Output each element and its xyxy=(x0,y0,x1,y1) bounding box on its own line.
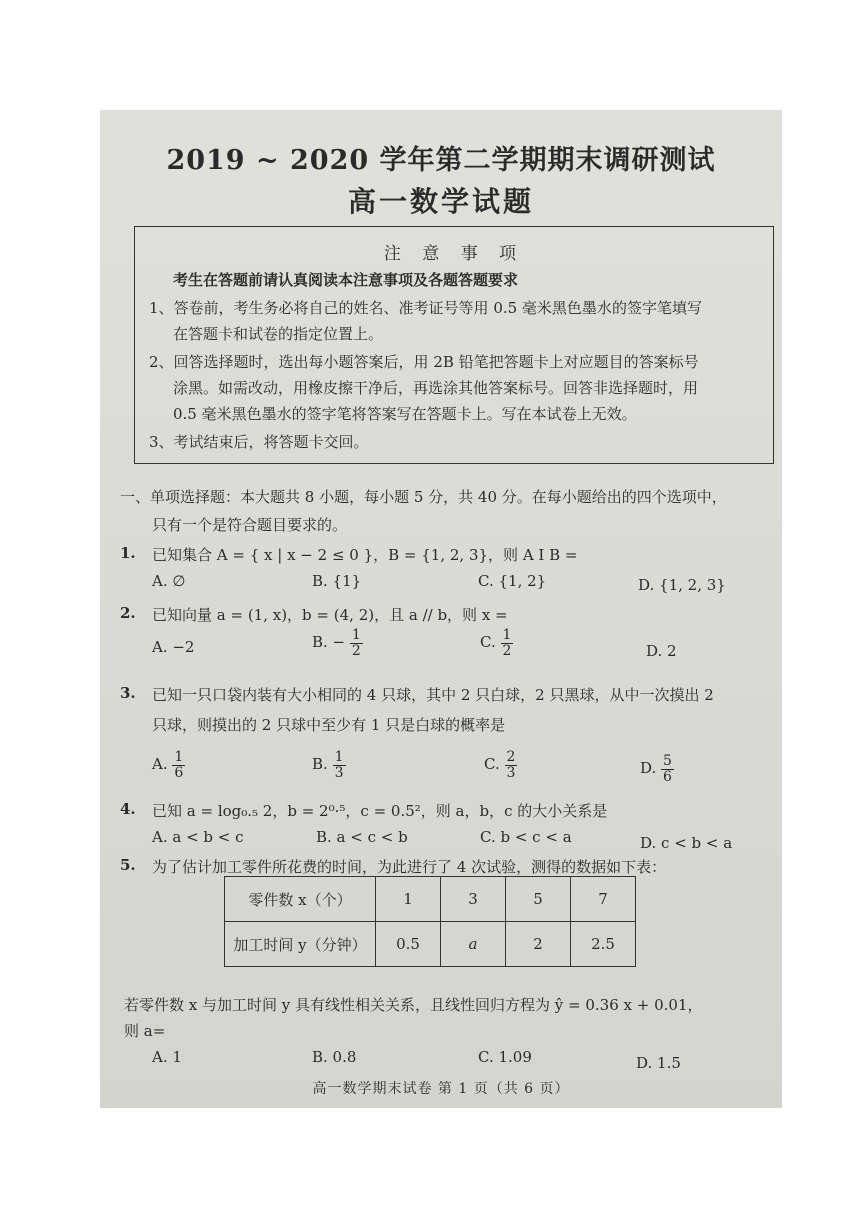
notice-item-3: 3、考试结束后，将答题卡交回。 xyxy=(149,433,369,451)
q5-condition: 若零件数 x 与加工时间 y 具有线性相关关系，且线性回归方程为 ŷ = 0.36 x + 0.01， xyxy=(124,996,703,1014)
q3-option-a-fraction xyxy=(172,750,185,780)
q4-number: 4. xyxy=(120,800,136,818)
section-heading-cont: 只有一个是符合题目要求的。 xyxy=(152,516,348,534)
q4-option-b: B. a < c < b xyxy=(316,828,408,846)
q1-option-d: D. {1, 2, 3} xyxy=(638,576,726,594)
q3-option-c xyxy=(484,750,517,780)
table-cell: 2.5 xyxy=(571,922,636,967)
exam-page xyxy=(100,110,782,1108)
data-table xyxy=(224,876,636,967)
table-header-cell: 零件数 x（个） xyxy=(225,877,376,922)
q3-option-d-label: D. xyxy=(640,759,657,778)
table-cell: 1 xyxy=(376,877,441,922)
q4-option-c: C. b < c < a xyxy=(480,828,572,846)
q4-option-a: A. a < b < c xyxy=(152,828,244,846)
notice-item-2c: 0.5 毫米黑色墨水的签字笔将答案写在答题卡上。写在本试卷上无效。 xyxy=(173,405,637,423)
table-cell: 3 xyxy=(441,877,506,922)
fraction-denominator: 2 xyxy=(502,642,512,659)
notice-heading: 注 意 事 项 xyxy=(383,244,525,264)
fraction-denominator: 6 xyxy=(174,764,184,781)
exam-title: 2019 ~ 2020 学年第二学期期末调研测试 xyxy=(166,145,716,176)
fraction-numerator: 1 xyxy=(174,749,184,765)
table-cell: a xyxy=(441,922,506,967)
q1-option-c: C. {1, 2} xyxy=(478,572,547,590)
q1-number: 1. xyxy=(120,544,136,562)
notice-item-1b: 在答题卡和试卷的指定位置上。 xyxy=(173,325,384,343)
q1-stem: 已知集合 A = { x | x − 2 ≤ 0 }，B = {1, 2, 3}，则 A I B = xyxy=(152,546,578,564)
notice-box xyxy=(134,226,774,464)
page-footer: 高一数学期末试卷 第 1 页（共 6 页） xyxy=(312,1081,570,1097)
q5-option-d: D. 1.5 xyxy=(636,1054,681,1072)
q3-stem-1: 已知一只口袋内装有大小相同的 4 只球，其中 2 只白球，2 只黑球，从中一次摸出 2 xyxy=(152,686,714,704)
notice-item-1a: 1、答卷前，考生务必将自己的姓名、准考证号等用 0.5 毫米黑色墨水的签字笔填写 xyxy=(149,299,702,317)
section-heading: 一、单项选择题：本大题共 8 小题，每小题 5 分，共 40 分。在每小题给出的四个选项中， xyxy=(120,488,727,506)
table-row xyxy=(225,922,636,967)
fraction-numerator: 2 xyxy=(506,749,516,765)
q2-number: 2. xyxy=(120,604,136,622)
table-cell: 2 xyxy=(506,922,571,967)
q5-ask: 则 a= xyxy=(124,1022,166,1040)
q1-option-b: B. {1} xyxy=(312,572,362,590)
q4-stem: 已知 a = log₀.₅ 2，b = 2⁰·⁵，c = 0.5²，则 a，b，c 的大小关系是 xyxy=(152,802,608,820)
notice-intro: 考生在答题前请认真阅读本注意事项及各题答题要求 xyxy=(173,271,519,289)
table-header-cell: 加工时间 y（分钟） xyxy=(225,922,376,967)
q2-option-b-label: B. − xyxy=(312,633,346,652)
q1-option-a: A. ∅ xyxy=(152,572,186,590)
q3-option-d-fraction xyxy=(661,754,674,784)
notice-item-2b: 涂黑。如需改动，用橡皮擦干净后，再选涂其他答案标号。回答非选择题时，用 xyxy=(173,379,699,397)
q3-option-a xyxy=(152,750,185,780)
table-cell: 7 xyxy=(571,877,636,922)
q2-option-b xyxy=(312,628,363,658)
q3-option-b-fraction xyxy=(333,750,346,780)
q2-option-c-label: C. xyxy=(480,633,496,652)
table-cell: 0.5 xyxy=(376,922,441,967)
q3-option-d xyxy=(640,754,674,784)
q2-stem: 已知向量 a = (1, x)，b = (4, 2)，且 a // b，则 x = xyxy=(152,606,508,624)
notice-item-2a: 2、回答选择题时，选出每小题答案后，用 2B 铅笔把答题卡上对应题目的答案标号 xyxy=(149,353,699,371)
table-cell: 5 xyxy=(506,877,571,922)
exam-subtitle: 高一数学试题 xyxy=(347,185,534,218)
q3-number: 3. xyxy=(120,684,136,702)
q3-stem-2: 只球，则摸出的 2 只球中至少有 1 只是白球的概率是 xyxy=(152,716,506,734)
q3-option-b-label: B. xyxy=(312,755,328,774)
fraction-numerator: 5 xyxy=(663,753,672,769)
fraction-numerator: 1 xyxy=(502,627,512,643)
fraction-denominator: 3 xyxy=(506,764,516,781)
q2-option-d: D. 2 xyxy=(646,642,677,660)
fraction-numerator: 1 xyxy=(351,627,361,643)
q3-option-b xyxy=(312,750,346,780)
q2-option-c-fraction xyxy=(501,628,514,658)
q3-option-c-label: C. xyxy=(484,755,500,774)
q2-option-a: A. −2 xyxy=(152,638,195,656)
table-row xyxy=(225,877,636,922)
q2-option-c xyxy=(480,628,513,658)
q3-option-a-label: A. xyxy=(152,755,168,774)
q3-option-c-fraction xyxy=(505,750,518,780)
fraction-denominator: 6 xyxy=(663,768,672,785)
q5-option-a: A. 1 xyxy=(152,1048,182,1066)
fraction-numerator: 1 xyxy=(334,749,344,765)
q5-stem: 为了估计加工零件所花费的时间，为此进行了 4 次试验，测得的数据如下表： xyxy=(152,858,667,876)
fraction-denominator: 3 xyxy=(334,764,344,781)
fraction-denominator: 2 xyxy=(351,642,361,659)
q5-option-b: B. 0.8 xyxy=(312,1048,357,1066)
q4-option-d: D. c < b < a xyxy=(640,834,733,852)
q5-option-c: C. 1.09 xyxy=(478,1048,532,1066)
q5-number: 5. xyxy=(120,856,136,874)
q2-option-b-fraction xyxy=(350,628,363,658)
